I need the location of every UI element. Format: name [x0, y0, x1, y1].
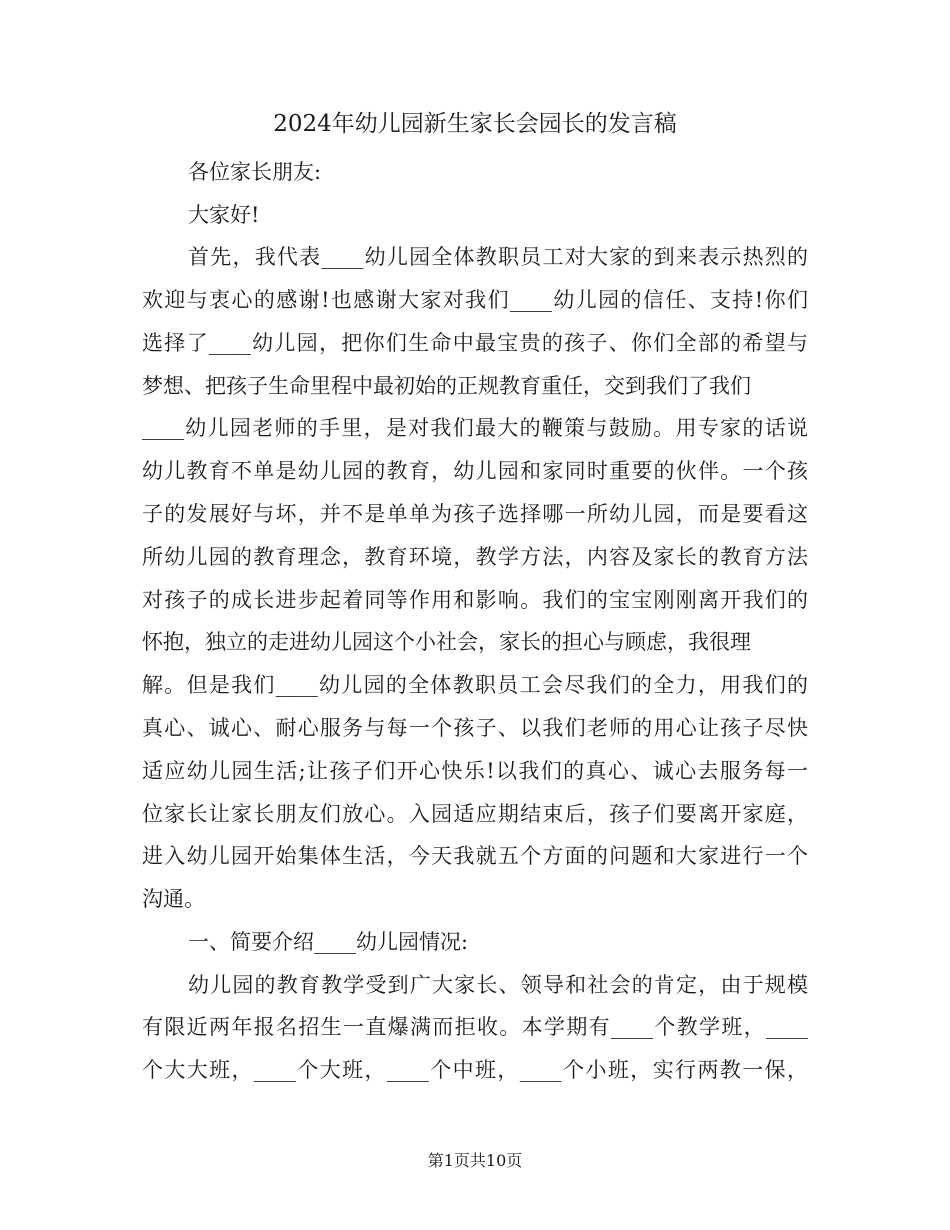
paragraph-line: 幼儿教育不单是幼儿园的教育，幼儿园和家同时重要的伙伴。一个孩 — [142, 459, 808, 483]
paragraph-line: 选择了____幼儿园，把你们生命中最宝贵的孩子、你们全部的希望与 — [142, 331, 808, 355]
paragraph-line: 梦想、把孩子生命里程中最初始的正规教育重任，交到我们了我们 — [142, 374, 751, 398]
paragraph-line: 有限近两年报名招生一直爆满而拒收。本学期有____个教学班，____ — [142, 1015, 808, 1039]
paragraph-line: 个大大班，____个大班，____个中班，____个小班，实行两教一保， — [142, 1058, 808, 1082]
paragraph-line: 解。但是我们____幼儿园的全体教职员工会尽我们的全力，用我们的 — [142, 673, 808, 697]
paragraph-line: 怀抱，独立的走进幼儿园这个小社会，家长的担心与顾虑，我很理 — [142, 630, 751, 654]
paragraph-line: 对孩子的成长进步起着同等作用和影响。我们的宝宝刚刚离开我们的 — [142, 588, 808, 612]
paragraph-line: 欢迎与衷心的感谢!也感谢大家对我们____幼儿园的信任、支持!你们 — [142, 288, 808, 312]
paragraph-line: 所幼儿园的教育理念，教育环境，教学方法，内容及家长的教育方法 — [142, 545, 808, 569]
document-title: 2024年幼儿园新生家长会园长的发言稿 — [273, 111, 677, 137]
page-number-footer: 第1页共10页 — [427, 1151, 523, 1170]
paragraph-line: 首先，我代表____幼儿园全体教职员工对大家的到来表示热烈的 — [188, 245, 808, 269]
paragraph-line: 位家长让家长朋友们放心。入园适应期结束后，孩子们要离开家庭， — [142, 802, 808, 826]
paragraph-line: ____幼儿园老师的手里，是对我们最大的鞭策与鼓励。用专家的话说 — [142, 416, 808, 440]
paragraph-line: 真心、诚心、耐心服务与每一个孩子、以我们老师的用心让孩子尽快 — [142, 716, 808, 740]
paragraph-line: 幼儿园的教育教学受到广大家长、领导和社会的肯定，由于规模 — [188, 973, 808, 997]
paragraph-line: 沟通。 — [142, 887, 205, 911]
paragraph-line: 进入幼儿园开始集体生活，今天我就五个方面的问题和大家进行一个 — [142, 844, 808, 868]
greeting: 大家好! — [188, 203, 260, 227]
salutation: 各位家长朋友: — [188, 160, 322, 184]
paragraph-line: 适应幼儿园生活;让孩子们开心快乐!以我们的真心、诚心去服务每一 — [142, 759, 808, 783]
section-heading: 一、简要介绍____幼儿园情况: — [188, 930, 469, 954]
paragraph-line: 子的发展好与坏，并不是单单为孩子选择哪一所幼儿园，而是要看这 — [142, 502, 808, 526]
